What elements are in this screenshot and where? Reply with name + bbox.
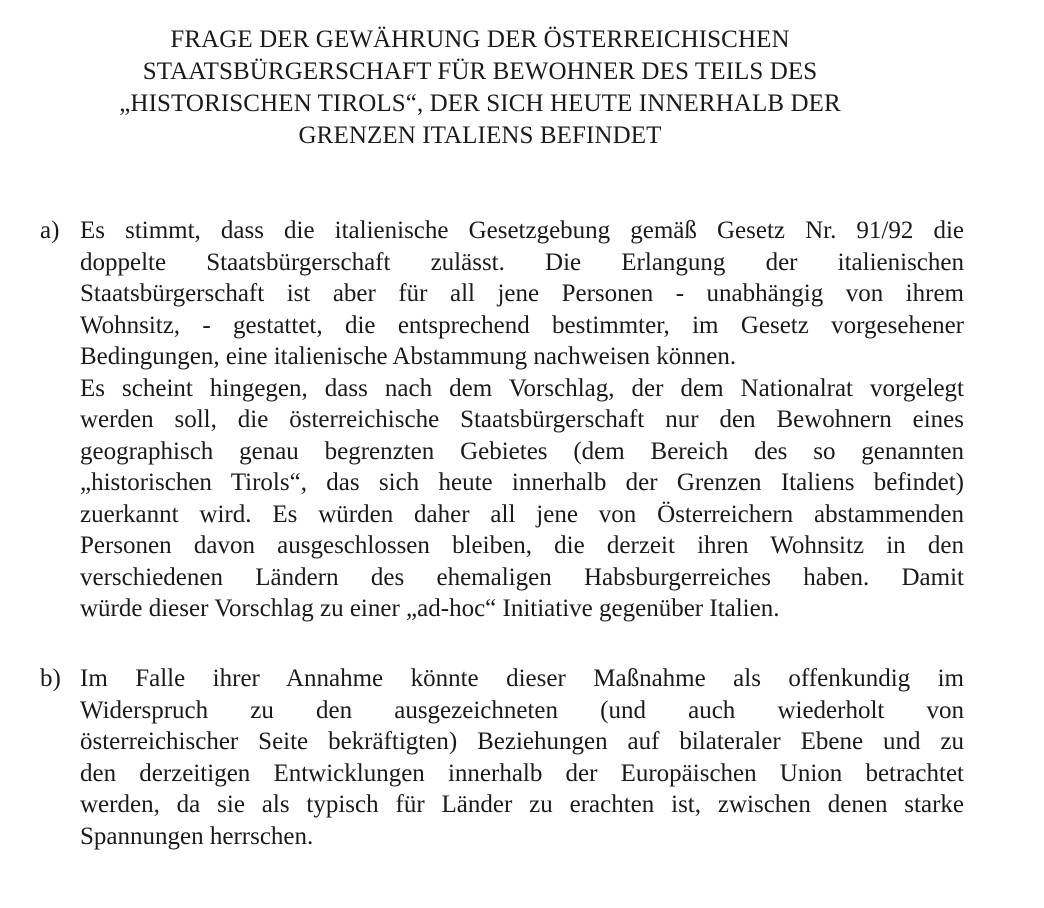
text-line: zuerkannt wird. Es würden daher all jene von Österreichern abstammenden [80,500,964,528]
text-line: werden, da sie als typisch für Länder zu erachten ist, zwischen denen starke [80,791,964,818]
text-line: Bedingungen, eine italienische Abstammung nachweisen können. [80,343,737,370]
text-line: doppelte Staatsbürgerschaft zulässt. Die Erlangung der italienischen [80,248,964,276]
title-line: FRAGE DER GEWÄHRUNG DER ÖSTERREICHISCHEN [170,26,790,53]
text-line: werden soll, die österreichische Staatsbürgerschaft nur den Bewohnern eines [80,406,964,433]
title-line: „HISTORISCHEN TIROLS“, DER SICH HEUTE INNERHALB DER [119,90,841,117]
title-line: GRENZEN ITALIENS BEFINDET [298,122,662,149]
text-line: Staatsbürgerschaft ist aber für all jene Personen - unabhängig von ihrem [80,280,964,307]
text-line: Wohnsitz, - gestattet, die entsprechend bestimmter, im Gesetz vorgesehener [80,311,964,339]
text-line: würde dieser Vorschlag zu einer „ad-hoc“ Initiative gegenüber Italien. [80,595,780,622]
text-line: Personen davon ausgeschlossen bleiben, die derzeit ihren Wohnsitz in den [80,532,964,559]
paragraph-b [80,663,964,852]
text-line: verschiedenen Ländern des ehemaligen Habsburgerreiches haben. Damit [80,563,964,591]
text-line: den derzeitigen Entwicklungen innerhalb der Europäischen Union betrachtet [80,759,964,787]
text-line: Widerspruch zu den ausgezeichneten (und auch wiederholt von [80,696,964,724]
text-line: „historischen Tirols“, das sich heute innerhalb der Grenzen Italiens befindet) [80,469,964,496]
title-line: STAATSBÜRGERSCHAFT FÜR BEWOHNER DES TEILS DES [142,58,818,85]
list-marker: b) [40,665,61,692]
text-line: Im Falle ihrer Annahme könnte dieser Maßnahme als offenkundig im [80,665,964,692]
text-line: Spannungen herrschen. [80,822,314,850]
list-marker: a) [40,217,60,244]
document-title [80,24,880,152]
text-line: geographisch genau begrenzten Gebietes (dem Bereich des so genannten [80,437,964,465]
text-line: Es stimmt, dass die italienische Gesetzgebung gemäß Gesetz Nr. 91/92 die [80,217,964,244]
paragraph-a [80,215,964,625]
text-line: Es scheint hingegen, dass nach dem Vorschlag, der dem Nationalrat vorgelegt [80,374,964,402]
text-line: österreichischer Seite bekräftigten) Beziehungen auf bilateraler Ebene und zu [80,728,964,755]
